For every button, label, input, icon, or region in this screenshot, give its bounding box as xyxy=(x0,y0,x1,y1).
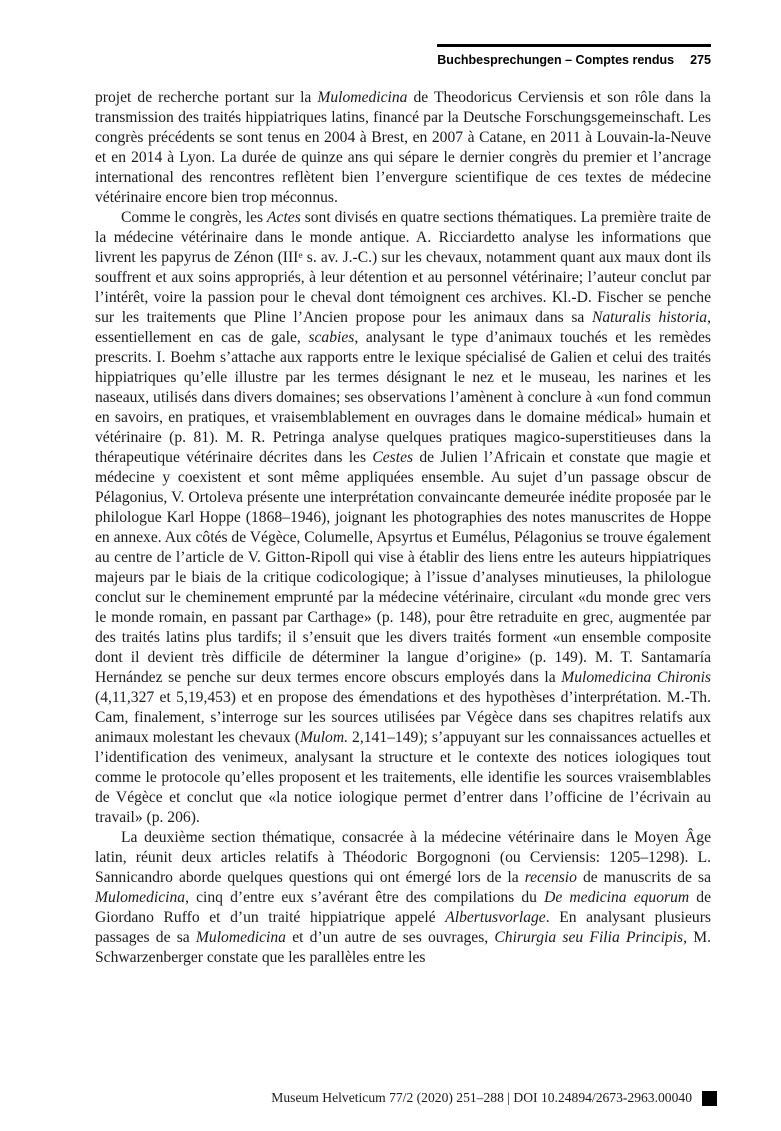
page-number: 275 xyxy=(690,53,711,67)
paragraph: projet de recherche portant sur la Mulomedicina de Theodoricus Cerviensis et son rôle dans la transmission des traités hippiatriques latins, financé par la Deutsche Forschungsgemeinschaft. Les congrès précédents se sont tenus en 2004 à Brest, en 2007 à Catane, en 2011 à Louvain-la-Neuve et en 2014 à Lyon. La durée de quinze ans qui sépare le dernier congrès du premier et l’ancrage international des rencontres reflètent bien l’envergure scientifique de ces textes de médecine vétérinaire encore bien trop méconnus. xyxy=(95,89,711,206)
paragraph: La deuxième section thématique, consacrée à la médecine vétérinaire dans le Moyen Âge latin, réunit deux articles relatifs à Théodoric Borgognoni (ou Cerviensis: 1205–1298). L. Sannicandro aborde quelques questions qui ont émergé lors de la recensio de manuscrits de sa Mulomedicina, cinq d’entre eux s’avérant être des compilations du De medicina equorum de Giordano Ruffo et d’un traité hippiatrique appelé Albertusvorlage. En analysant plusieurs passages de sa Mulomedicina et d’un autre de ses ouvrages, Chirurgia seu Filia Principis, M. Schwarzenberger constate que les parallèles entre les xyxy=(95,829,712,966)
paragraph: Comme le congrès, les Actes sont divisés en quatre sections thématiques. La première traite de la médecine vétérinaire dans le monde antique. A. Ricciardetto analyse les informations que livrent les papyrus de Zénon (IIIe s. av. J.-C.) sur les chevaux, notamment quant aux maux dont ils souffrent et aux soins appropriés, à leur détention et au personnel vétérinaire; l’auteur conclut par l’intérêt, voire la passion pour le cheval dont témoignent ces archives. Kl.-D. Fischer se penche sur les traitements que Pline l’Ancien propose pour les animaux dans sa Naturalis historia, essentiellement en cas de gale, scabies, analysant le type d’animaux touchés et les remèdes prescrits. I. Boehm s’attache aux rapports entre le lexique spécialisé de Galien et celui des traités hippiatriques qu’elle illustre par les termes désignant le nez et le museau, les narines et les naseaux, utilisés dans divers domaines; ses observations l’amènent à conclure à «un fond commun en savoirs, en pratiques, et vraisemblablement en ouvrages dans le domaine médical» humain et vétérinaire (p. 81). M. R. Petringa analyse quelques pratiques magico-superstitieuses dans la thérapeutique vétérinaire décrites dans les Cestes de Julien l’Africain et constate que magie et médecine y coexistent et sont même appliquées ensemble. Au sujet d’un passage obscur de Pélagonius, V. Ortoleva présente une interprétation convaincante demeurée inédite proposée par le philologue Karl Hoppe (1868–1946), joignant les photographies des notes manuscrites de Hoppe en annexe. Aux côtés de Végèce, Columelle, Apsyrtus et Eumélus, Pélagonius se trouve également au centre de l’article de V. Gitton-Ripoll qui vise à établir des liens entre les auteurs hippiatriques majeurs par le biais de la critique codicologique; à l’issue d’analyses minutieuses, la philologue conclut sur le cheminement emprunté par la médecine vétérinaire, circulant «du monde grec vers le monde romain, en passant par Carthage» (p. 148), pour être retraduite en grec, augmentée par des traités latins plus tardifs; il s’ensuit que les divers traités forment «un ensemble composite dont il devient très difficile de déterminer la langue d’origine» (p. 149). M. T. Santamaría Hernández se penche sur deux termes encore obscurs employés dans la Mulomedicina Chironis (4,11,327 et 5,19,453) et en propose des émendations et des hypothèses d’interprétation. M.-Th. Cam, finalement, s’interroge sur les sources utilisées par Végèce dans ses chapitres relatifs aux animaux molestant les chevaux (Mulom. 2,141–149); s’appuyant sur les connaissances actuelles et l’identification des venimeux, analysant la structure et le contexte des notices iologiques tout comme le protocole qu’elles proposent et les traitements, elle identifie les sources vraisemblables de Végèce et conclut que «la notice iologique permet d’entrer dans l’officine de l’écrivain au travail» (p. 206). xyxy=(95,209,712,826)
body-text xyxy=(95,88,711,968)
page-footer xyxy=(95,1090,717,1106)
header-rule xyxy=(437,44,711,47)
corner-mark xyxy=(702,1091,717,1106)
running-head-title: Buchbesprechungen – Comptes rendus xyxy=(437,53,675,67)
footer-citation: Museum Helveticum 77/2 (2020) 251–288 | DOI 10.24894/2673-2963.00040 xyxy=(271,1090,692,1105)
page-header xyxy=(95,44,711,69)
running-head xyxy=(437,44,711,67)
